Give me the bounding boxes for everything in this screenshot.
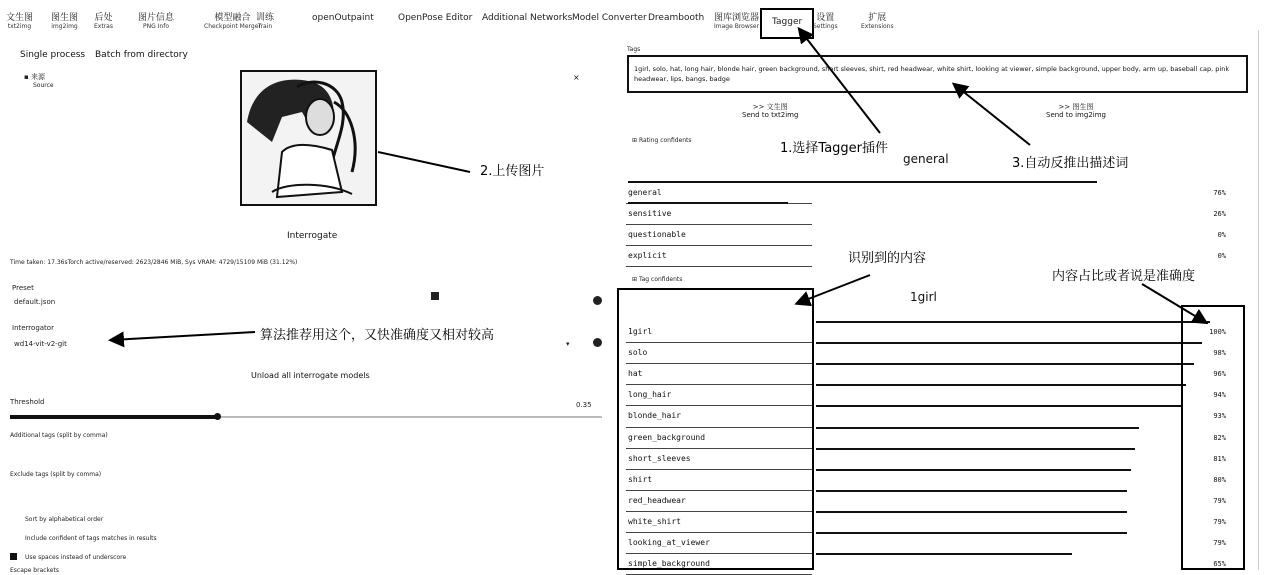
tab-sub-label: Image Browser [714,23,760,30]
confidence-percent: 79% [1213,539,1226,547]
tags-label: Tags [627,46,641,53]
arrow-to-tags-list [798,275,870,303]
confidence-percent: 0% [1217,231,1226,239]
confidence-label: sensitive [628,209,672,218]
rating-top-label: general [903,152,949,166]
threshold-value[interactable]: 0.35 [576,401,592,409]
arrow-to-interrogator [112,332,255,340]
time-info: Time taken: 17.36sTorch active/reserved: 2623/2846 MiB, Sys VRAM: 4729/15109 MiB (31.12%) [10,259,298,266]
confidence-percent: 26% [1213,210,1226,218]
tab-label: Additional Networks [482,13,573,23]
tags-output-text: 1girl, solo, hat, long hair, blonde hair, green background, short sleeves, shirt, red headwear, white shirt, looking at viewer, simple background, upper body, arm up, baseball cap, pink headwear, lips, bangs, badge [634,65,1230,83]
tab-label: 后处 [94,13,113,23]
confidence-label: looking_at_viewer [628,538,710,547]
send-img2img-label: >> 图生图 [1058,103,1094,111]
annotation-recommend: 算法推荐用这个，又快准确度又相对较高 [260,328,495,343]
confidence-label: explicit [628,251,667,260]
confidence-label: red_headwear [628,495,686,505]
confidence-label: blonde_hair [628,411,681,421]
annotation-upload-image: 2.上传图片 [480,164,545,179]
arrow-to-tags-box [955,85,1030,145]
send-txt2img-sub: Send to txt2img [742,111,799,119]
arrow-to-percent [1142,284,1205,322]
send-txt2img-label: >> 文生图 [752,103,788,111]
preset-label: Preset [12,284,34,292]
tab-label: 图库浏览器 [714,13,760,23]
checkbox-label: Sort by alphabetical order [25,516,104,523]
additional-tags-label: Additional tags (split by comma) [10,432,108,439]
image-icon: ▪ [24,73,29,81]
confidence-label: long_hair [628,390,672,400]
confidence-percent: 96% [1213,370,1226,379]
confidence-label: shirt [628,474,653,484]
confidence-label: questionable [628,230,686,239]
tab-label: 模型融合 [214,13,251,23]
checkbox-label: Include confident of tags matches in results [25,535,157,542]
tab-sub-label: Checkpoint Merger [204,23,261,30]
interrogator-value: wd14-vit-v2-git [14,340,67,348]
tab-sub-label: Extensions [861,23,894,30]
escape-brackets-label: Escape brackets [10,567,59,574]
tab-sub-label: Settings [813,23,838,30]
confidence-label: white_shirt [628,516,681,526]
tab-label: 文生图 [6,13,34,23]
confidence-percent: 82% [1213,433,1226,442]
exclude-tags-label: Exclude tags (split by comma) [10,471,102,478]
threshold-label: Threshold [10,398,45,406]
send-img2img-sub: Send to img2img [1046,111,1106,119]
confidence-percent: 98% [1213,349,1226,358]
tab-sub-label: Extras [94,23,113,30]
label-icon: ⊞ [632,276,638,283]
rating-header-text: Rating confidents [638,137,692,144]
confidence-percent: 79% [1213,496,1226,505]
tab-sub-label: txt2img [7,23,32,30]
annotation-select-tagger: 1.选择Tagger插件 [780,141,889,156]
close-icon[interactable]: × [573,73,580,82]
tab-sub-label: Train [257,23,273,30]
tab-sub-label: PNG Info [142,23,170,30]
tab-label: 训练 [256,13,275,23]
annotation-recognized: 识别到的内容 [848,251,927,266]
tab-label: Tagger [772,17,803,27]
confidence-label: solo [628,348,648,358]
tab-label: 图片信息 [138,13,175,23]
tab-label: OpenPose Editor [398,13,473,23]
tag-conf-header-text: Tag confidents [638,276,683,283]
confidence-percent: 93% [1213,412,1226,421]
label-icon: ⊞ [632,137,638,144]
preset-value: default.json [14,298,56,306]
checkbox-label: Use spaces instead of underscore [25,554,127,561]
confidence-percent: 94% [1213,391,1226,400]
tab-label: Dreambooth [648,13,705,23]
unload-models-button[interactable]: Unload all interrogate models [251,371,370,380]
source-sub-label: Source [33,82,54,89]
tab-label: openOutpaint [312,13,374,23]
interrogate-button[interactable]: Interrogate [287,231,338,241]
tab-label: Model Converter [572,13,647,23]
chevron-down-icon: ▾ [566,340,570,348]
confidence-label: short_sleeves [628,453,691,463]
confidence-label: 1girl [628,327,653,336]
confidence-label: simple_background [628,559,710,569]
tab-single-process[interactable]: Single process [20,50,86,60]
tab-label: 扩展 [868,13,887,23]
tab-batch-directory[interactable]: Batch from directory [95,50,188,60]
confidence-percent: 76% [1213,189,1226,197]
arrow-to-image [378,152,470,172]
page-divider [1258,30,1259,570]
tab-sub-label: img2img [51,23,78,30]
confidence-percent: 0% [1217,252,1226,260]
interrogator-label: Interrogator [12,324,54,332]
confidence-label: green_background [628,432,706,442]
annotation-auto-tags: 3.自动反推出描述词 [1012,156,1129,171]
tab-label: 设置 [816,13,835,23]
source-label-text: 来源 [30,73,45,81]
confidence-percent: 80% [1213,475,1226,484]
confidence-percent: 81% [1213,454,1226,463]
tag-top-label: 1girl [910,290,937,304]
confidence-label: hat [628,369,643,379]
confidence-percent: 65% [1213,560,1226,569]
annotation-accuracy: 内容占比或者说是准确度 [1052,269,1196,284]
confidence-percent: 100% [1209,328,1226,336]
confidence-label: general [628,188,662,197]
tab-label: 图生图 [51,13,79,23]
confidence-percent: 79% [1213,517,1226,526]
arrow-to-tagger [800,30,880,133]
